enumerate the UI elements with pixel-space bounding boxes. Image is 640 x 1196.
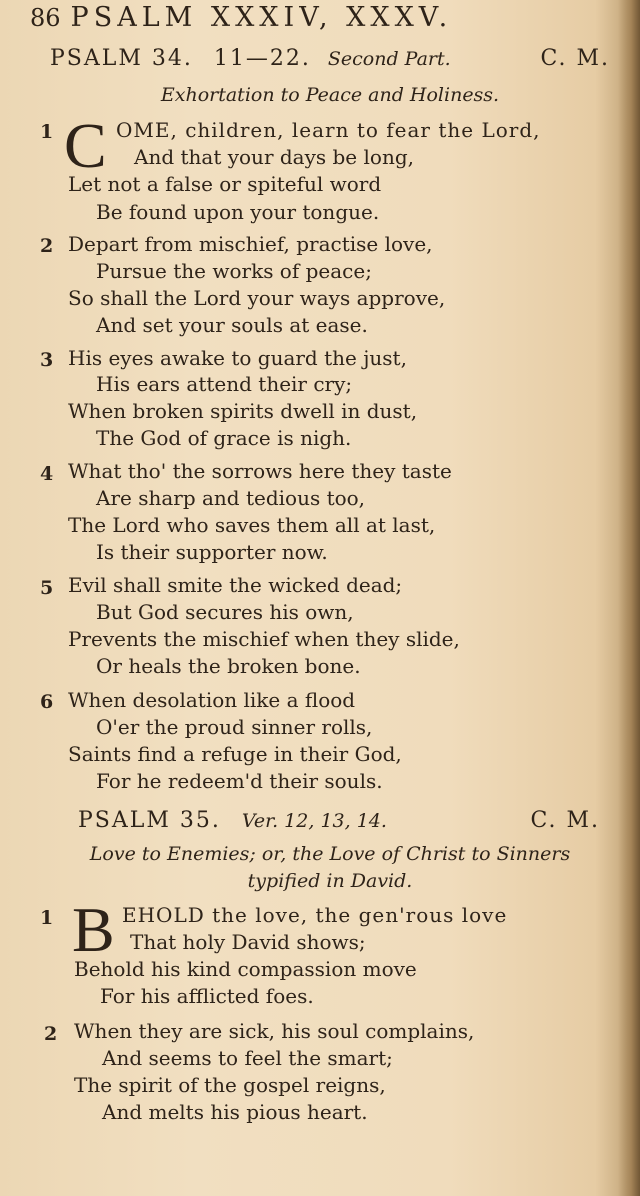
page-number: 86 xyxy=(30,4,61,32)
verse-line: Are sharp and tedious too, xyxy=(96,486,366,510)
verse-line: His ears attend their cry; xyxy=(96,372,353,396)
psalm-34-subtitle: Exhortation to Peace and Holiness. xyxy=(160,84,500,106)
page-edge xyxy=(618,0,640,1196)
verse-line: When broken spirits dwell in dust, xyxy=(68,399,418,423)
psalm-35-subtitle: Love to Enemies; or, the Love of Christ to Sinners xyxy=(89,843,571,865)
drop-cap: C xyxy=(64,110,107,181)
verse-number: 2 xyxy=(40,235,54,257)
verse-line: Pursue the works of peace; xyxy=(96,259,372,283)
psalm-35-subtitle-cont: typified in David. xyxy=(247,870,413,892)
verse-line: So shall the Lord your ways approve, xyxy=(68,286,446,310)
verse-line: O'er the proud sinner rolls, xyxy=(96,715,373,739)
verse-line: Evil shall smite the wicked dead; xyxy=(68,573,403,597)
verse-line: Is their supporter now. xyxy=(96,540,328,564)
verse-line: But God secures his own, xyxy=(96,600,354,624)
verse-line: And melts his pious heart. xyxy=(102,1100,368,1124)
verse-line: Let not a false or spiteful word xyxy=(68,172,382,196)
verse-number: 3 xyxy=(40,349,54,371)
verse-line: The spirit of the gospel reigns, xyxy=(74,1073,386,1097)
meter-label: C. M. xyxy=(540,46,610,71)
psalm-35-heading xyxy=(78,808,600,840)
verse-line: And set your souls at ease. xyxy=(96,313,368,337)
meter-label: C. M. xyxy=(530,808,600,833)
verse-number: 1 xyxy=(40,907,54,929)
verse-line: What tho' the sorrows here they taste xyxy=(68,459,452,483)
psalm-title: PSALM 35. xyxy=(78,808,221,833)
verses-ref: 11—22. xyxy=(213,46,311,71)
verse-line: EHOLD the love, the gen'rous love xyxy=(122,903,508,927)
verse-line: Saints find a refuge in their God, xyxy=(68,742,402,766)
verse-number: 1 xyxy=(40,121,54,143)
verse-line: Depart from mischief, practise love, xyxy=(68,232,433,256)
verse-line: When desolation like a flood xyxy=(68,688,356,712)
verse-line: And seems to feel the smart; xyxy=(102,1046,393,1070)
running-head xyxy=(30,2,630,38)
drop-cap: B xyxy=(72,894,115,965)
verses-ref: Ver. 12, 13, 14. xyxy=(241,810,387,832)
verse-number: 6 xyxy=(40,691,54,713)
verse-number: 2 xyxy=(44,1023,58,1045)
verse-number: 4 xyxy=(40,463,54,485)
verse-line: Be found upon your tongue. xyxy=(96,200,380,224)
verse-line: Or heals the broken bone. xyxy=(96,654,361,678)
verse-line: Behold his kind compassion move xyxy=(74,957,417,981)
verse-line: For his afflicted foes. xyxy=(100,984,314,1008)
verse-line: The God of grace is nigh. xyxy=(96,426,352,450)
verse-line: That holy David shows; xyxy=(130,930,366,954)
verse-number: 5 xyxy=(40,577,54,599)
verse-line: And that your days be long, xyxy=(134,145,414,169)
verse-line: When they are sick, his soul complains, xyxy=(74,1019,475,1043)
running-title: PSALM XXXIV, XXXV. xyxy=(70,2,453,33)
verse-line: For he redeem'd their souls. xyxy=(96,769,383,793)
verse-line: Prevents the mischief when they slide, xyxy=(68,627,460,651)
psalm-title: PSALM 34. xyxy=(50,46,193,71)
verse-line: OME, children, learn to fear the Lord, xyxy=(116,118,541,142)
part-label: Second Part. xyxy=(327,48,451,70)
verse-line: His eyes awake to guard the just, xyxy=(68,346,407,370)
psalm-34-heading xyxy=(50,46,610,78)
verse-line: The Lord who saves them all at last, xyxy=(68,513,436,537)
